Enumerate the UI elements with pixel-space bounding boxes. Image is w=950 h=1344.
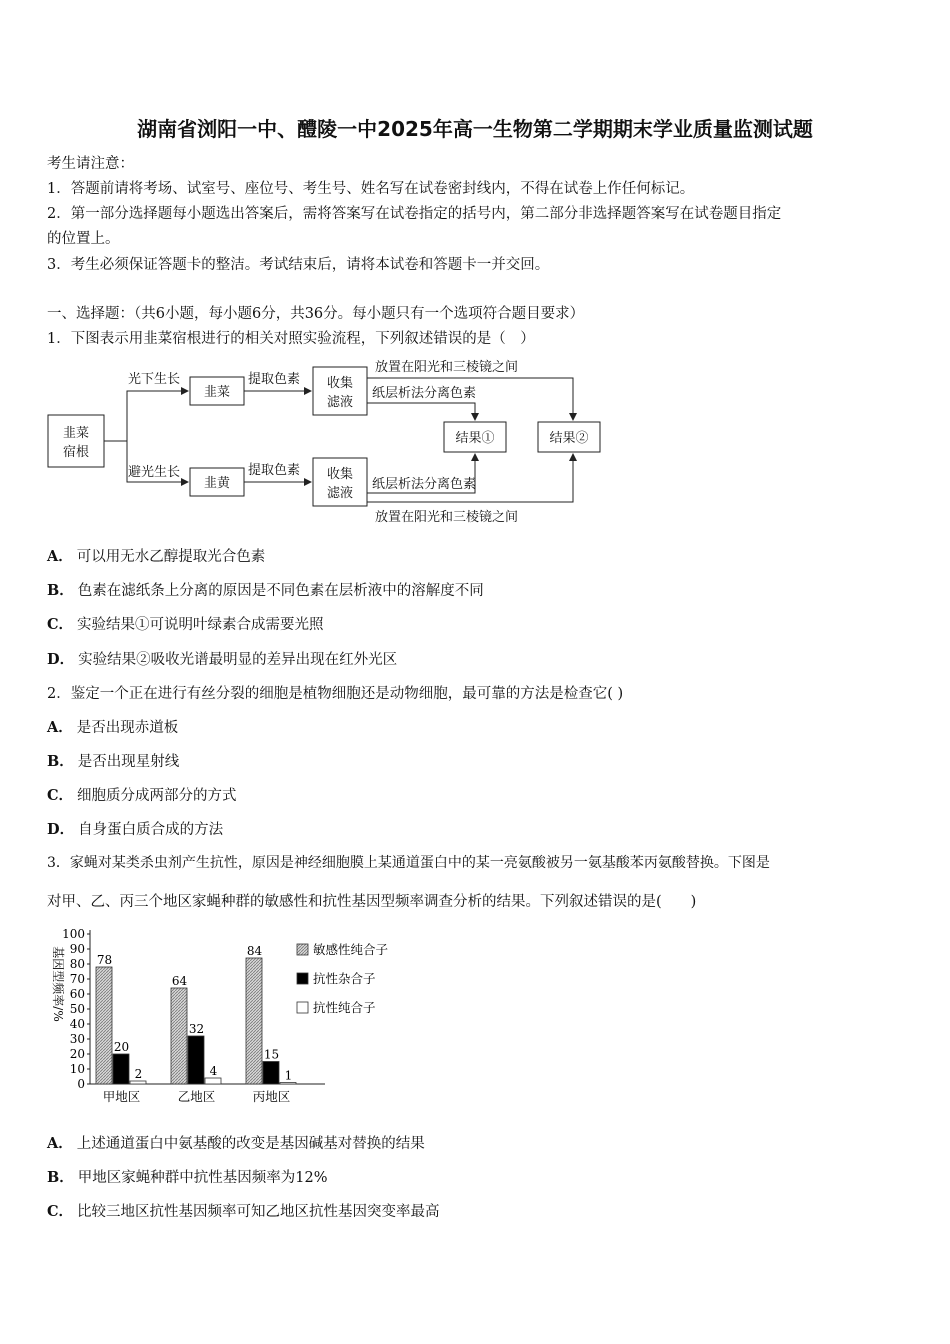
prism-label: 放置在阳光和三棱镜之间 bbox=[375, 510, 519, 525]
legend-swatch bbox=[297, 973, 308, 984]
collect-label: 滤液 bbox=[326, 395, 354, 410]
bar-敏感性纯合子 bbox=[96, 967, 112, 1084]
bar-敏感性纯合子 bbox=[246, 958, 262, 1084]
root-label: 韭菜 bbox=[62, 426, 90, 441]
y-tick-label: 10 bbox=[69, 1062, 85, 1076]
q2-stem: 2．鉴定一个正在进行有丝分裂的细胞是植物细胞还是动物细胞，最可靠的方法是检查它( ) bbox=[47, 686, 624, 702]
chart-ylabel: 基因型频率/% bbox=[51, 946, 65, 1022]
q3-bar-chart bbox=[40, 922, 420, 1110]
y-tick-label: 50 bbox=[69, 1002, 85, 1016]
bar-value-label: 15 bbox=[263, 1047, 280, 1062]
notice-item: 2．第一部分选择题每小题选出答案后，需将答案写在试卷指定的括号内，第二部分非选择题答案写在试卷题目指定 bbox=[47, 206, 782, 222]
collect-label: 收集 bbox=[326, 467, 354, 482]
yellow-label: 韭黄 bbox=[203, 476, 231, 491]
bar-抗性纯合子 bbox=[280, 1083, 296, 1085]
q3-stem: 3．家蝇对某类杀虫剂产生抗性，原因是神经细胞膜上某通道蛋白中的某一亮氨酸被另一氨基酸苯丙氨酸替换。下图是 bbox=[47, 855, 770, 871]
x-tick-label: 丙地区 bbox=[252, 1089, 291, 1104]
notice-heading: 考生请注意： bbox=[47, 156, 134, 172]
bar-抗性纯合子 bbox=[205, 1078, 221, 1084]
x-tick-label: 乙地区 bbox=[177, 1089, 216, 1104]
q3-option-a: A． 上述通道蛋白中氨基酸的改变是基因碱基对替换的结果 bbox=[47, 1135, 425, 1152]
y-tick-label: 20 bbox=[69, 1047, 85, 1061]
bar-value-label: 64 bbox=[171, 974, 188, 988]
q1-option-a: A． 可以用无水乙醇提取光合色素 bbox=[47, 548, 266, 565]
legend-label: 敏感性纯合子 bbox=[313, 942, 389, 957]
q1-stem: 1．下图表示用韭菜宿根进行的相关对照实验流程，下列叙述错误的是（ ） bbox=[47, 331, 535, 347]
bar-value-label: 2 bbox=[134, 1067, 143, 1081]
y-tick-label: 90 bbox=[69, 942, 85, 956]
q2-option-a: A． 是否出现赤道板 bbox=[47, 719, 179, 736]
y-tick-label: 40 bbox=[69, 1017, 85, 1031]
q3-option-b: B． 甲地区家蝇种群中抗性基因频率为12% bbox=[47, 1169, 328, 1186]
y-tick-label: 80 bbox=[69, 957, 85, 971]
y-tick-label: 30 bbox=[69, 1032, 85, 1046]
bar-value-label: 78 bbox=[96, 953, 113, 967]
paper-label: 纸层析法分离色素 bbox=[372, 477, 477, 492]
bar-value-label: 4 bbox=[209, 1064, 218, 1078]
bar-抗性杂合子 bbox=[113, 1054, 129, 1084]
q3-option-c: C． 比较三地区抗性基因频率可知乙地区抗性基因突变率最高 bbox=[47, 1203, 440, 1220]
x-tick-label: 甲地区 bbox=[102, 1089, 141, 1104]
result2-label: 结果② bbox=[549, 431, 589, 446]
y-tick-label: 0 bbox=[77, 1077, 85, 1091]
paper-label: 纸层析法分离色素 bbox=[372, 386, 477, 401]
prism-label: 放置在阳光和三棱镜之间 bbox=[375, 360, 519, 375]
q2-option-d: D． 自身蛋白质合成的方法 bbox=[47, 821, 224, 838]
legend-swatch bbox=[297, 1002, 308, 1013]
q1-flow-diagram bbox=[45, 355, 605, 530]
collect-label: 收集 bbox=[326, 376, 354, 391]
legend-label: 抗性纯合子 bbox=[313, 1000, 376, 1015]
bar-抗性杂合子 bbox=[263, 1062, 279, 1085]
bar-value-label: 84 bbox=[246, 944, 263, 958]
q2-option-b: B． 是否出现星射线 bbox=[47, 753, 180, 770]
page-title: 湖南省浏阳一中、醴陵一中2025年高一生物第二学期期末学业质量监测试题 bbox=[137, 117, 813, 141]
light-label: 光下生长 bbox=[128, 372, 181, 387]
root-label: 宿根 bbox=[62, 445, 90, 460]
legend-label: 抗性杂合子 bbox=[313, 971, 376, 986]
notice-item: 3．考生必须保证答题卡的整洁。考试结束后，请将本试卷和答题卡一并交回。 bbox=[47, 257, 550, 273]
q2-option-c: C． 细胞质分成两部分的方式 bbox=[47, 787, 237, 804]
q1-option-d: D． 实验结果②吸收光谱最明显的差异出现在红外光区 bbox=[47, 651, 398, 668]
q1-option-b: B． 色素在滤纸条上分离的原因是不同色素在层析液中的溶解度不同 bbox=[47, 582, 484, 599]
section-heading: 一、选择题：（共6小题，每小题6分，共36分。每小题只有一个选项符合题目要求） bbox=[47, 306, 585, 322]
result1-label: 结果① bbox=[455, 431, 495, 446]
leek-label: 韭菜 bbox=[203, 385, 231, 400]
y-tick-label: 100 bbox=[62, 927, 85, 941]
dark-label: 避光生长 bbox=[128, 465, 181, 480]
y-tick-label: 60 bbox=[69, 987, 85, 1001]
q1-option-c: C． 实验结果①可说明叶绿素合成需要光照 bbox=[47, 616, 324, 633]
bar-敏感性纯合子 bbox=[171, 988, 187, 1084]
bar-value-label: 1 bbox=[284, 1068, 293, 1083]
bar-抗性杂合子 bbox=[188, 1036, 204, 1084]
y-tick-label: 70 bbox=[69, 972, 85, 986]
q3-stem: 对甲、乙、丙三个地区家蝇种群的敏感性和抗性基因型频率调查分析的结果。下列叙述错误的是( ) bbox=[47, 894, 697, 910]
extract-label: 提取色素 bbox=[248, 463, 301, 478]
bar-value-label: 20 bbox=[113, 1040, 130, 1054]
extract-label: 提取色素 bbox=[248, 372, 301, 387]
notice-item: 1．答题前请将考场、试室号、座位号、考生号、姓名写在试卷密封线内，不得在试卷上作任何标记。 bbox=[47, 181, 695, 197]
collect-label: 滤液 bbox=[326, 486, 354, 501]
notice-item: 的位置上。 bbox=[47, 231, 120, 247]
bar-value-label: 32 bbox=[188, 1022, 205, 1036]
legend-swatch bbox=[297, 944, 308, 955]
bar-抗性纯合子 bbox=[130, 1081, 146, 1084]
